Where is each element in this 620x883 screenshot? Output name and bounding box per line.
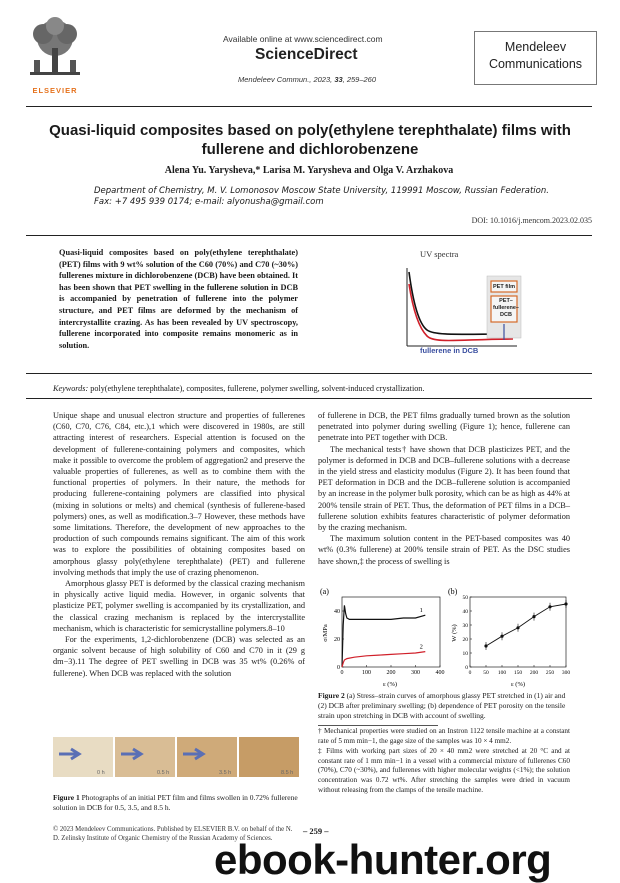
body-paragraph: For the experiments, 1,2-dichlorobenzene (DCB) was selected as an organic solvent because of high solubility of C60 and C70 in it (29 g dm−3).11 The degree of PET swelling in DCB was 35 wt% (0.26% of fullerene). When DCB was replaced with the solution — [53, 635, 305, 678]
graphical-label-fullerene-dcb: fullerene in DCB — [420, 346, 479, 355]
panel-a-series-2-line — [342, 652, 425, 667]
page-number: – 259 – — [303, 826, 329, 836]
figure2-panel-a-label: (a) — [320, 587, 329, 596]
journal-reference — [238, 75, 376, 84]
figure2-panel-a — [322, 597, 445, 688]
panel-b-frame — [470, 597, 566, 667]
journal-name-box — [474, 31, 597, 85]
body-paragraph: Unique shape and unusual electron structure and properties of fullerenes (C60, C70, C76, C84, etc.),1 which were discovered in 1980s, are still attracting interest of researchers. Especial attention is focused on the development of fullerene-containing polymers and composites, which make it possible to overcome the problem of aggregation2 and preserve the valuable properties of fullerenes, as well as to combine them with the functional properties of polymers. In their nature, the methods for producing fullerene-containing polymers are classified into physical (mixing in solutions or melts) and chemical (synthesis of fullerene-based polymers) ones, as well as modification.3–7 However, these methods have some limitations. Therefore, the development of new approaches to the production of such compounds remains significant. The aim of this work was to explore the possibilities of obtaining composites based on amorphous glassy poly(ethylene terephthalate) (PET) and fullerene involving methods that imply the use of crazing phenomenon. — [53, 411, 305, 577]
panel-a-xtick-label: 300 — [411, 670, 420, 676]
article-doi[interactable]: DOI: 10.1016/j.mencom.2023.02.035 — [471, 216, 592, 225]
figure1-caption-label: Figure 1 — [53, 793, 80, 802]
footnote: ‡ Films with working part sizes of 20 × 40 mm2 were stretched at 20 °C and at constant rate of 1 mm min−1 in a vessel with a commercial mixture of fullerenes C60 (70%), C70 (~30%), and fullerenes with higher molecular weights (<1%); the solution concentration was 0.72 wt%. After stretching the samples were dried in vacuum without releasing from the clamps of the tensile machine. — [318, 747, 570, 794]
panel-b-ytick-label: 20 — [462, 637, 468, 643]
sciencedirect-logo-text[interactable]: ScienceDirect — [255, 46, 358, 63]
author-affiliation — [94, 186, 574, 208]
journal-box-line2: Communications — [488, 57, 583, 71]
body-paragraph: of fullerene in DCB, the PET films gradually turned brown as the solution penetrated into polymer during swelling (Figure 1); hence, fullerene can penetrate into PET together with DCB. — [318, 411, 570, 443]
keywords-divider — [26, 398, 592, 399]
panel-a-ytick-label: 0 — [337, 665, 340, 671]
journal-volume: 33 — [334, 75, 343, 84]
abstract-bottom-divider — [26, 373, 592, 374]
copyright-footer: © 2023 Mendeleev Communications. Published by ELSEVIER B.V. on behalf of the N. D. Zelinsky Institute of Organic Chemistry of the Russian Academy of Sciences. — [53, 826, 293, 842]
affiliation-line2: Fax: +7 495 939 0174; e-mail: alyonusha@gmail.com — [94, 197, 324, 207]
panel-b-ytick-label: 40 — [462, 609, 468, 615]
body-paragraph: The maximum solution content in the PET-based composites was 40 wt% (0.3% fullerene) at 200% tensile strain of PET. As the DSC studies have shown,‡ the process of swelling is — [318, 534, 570, 566]
abstract-text: Quasi-liquid composites based on poly(ethylene terephthalate) (PET) films with 9 wt% solution of the C60 (70%) and C70 (~30%) fullerenes mixture in dichlorobenzene (DCB) have been obtained. It has been shown that PET swelling in the fullerene solution in DCB is accompanied by penetration of fullerene into the polymer structure, and PET films are deformed by the mechanism of intercrystallite crazing. As has been revealed by UV spectroscopy, fullerene incorporated into composite remains monomeric as in solution. — [59, 248, 298, 350]
panel-b-ytick-label: 50 — [462, 595, 468, 601]
journal-ref-prefix: Mendeleev Commun., 2023, — [238, 75, 335, 84]
article-authors: Alena Yu. Yarysheva,* Larisa M. Yarysheva and Olga V. Arzhakova — [164, 165, 454, 176]
figure2-panel-b-label: (b) — [448, 587, 458, 596]
figure1-photo-label: 0.5 h — [157, 770, 170, 776]
figure1-photo-label: 3.5 h — [219, 770, 232, 776]
figure1-photographs — [53, 733, 305, 781]
footnote: † Mechanical properties were studied on an Instron 1122 tensile machine at a constant rate of 5 mm min−1, the gage size of the samples was 10 × 4 mm2. — [318, 727, 570, 745]
keywords-list: poly(ethylene terephthalate), composites, fullerene, polymer swelling, solvent-induced crystallization. — [88, 384, 425, 393]
figure1-caption-text: Photographs of an initial PET film and films swollen in 0.72% fullerene solution in DCB for 0.5, 3.5, and 8.5 h. — [53, 793, 298, 812]
elsevier-tree-logo — [18, 14, 92, 86]
journal-pages: , 259–260 — [342, 75, 377, 84]
journal-box-line1: Mendeleev — [504, 40, 567, 54]
keywords — [53, 384, 593, 393]
panel-a-curve2-label: 2 — [419, 643, 423, 651]
body-paragraph: The mechanical tests† have shown that DCB plasticizes PET, and the polymer is deformed in DCB and DCB–fullerene solutions with a decrease in the yield stress and elasticity modulus (Figure 2). It has been found that PET deformation in DCB and the DCB–fullerene solution is accompanied by an increase in the polymer bulk porosity, which can be as high as 44% at 200% tensile strain of PET. Thus, the deformation of PET films in a DCB–fullerene solution exhibits features characteristic of polymer deformation by the crazing mechanism. — [318, 444, 570, 533]
panel-a-xlabel: ε (%) — [382, 681, 398, 688]
keywords-label: Keywords: — [53, 384, 89, 393]
figure1-photo-label: 8.5 h — [281, 770, 294, 776]
panel-b-xtick-label: 200 — [529, 670, 539, 676]
publisher-logo-text: ELSEVIER — [32, 86, 78, 95]
body-left-column — [53, 410, 305, 679]
abstract-top-divider — [26, 235, 592, 236]
panel-a-ylabel: σ/MPa — [322, 624, 329, 642]
panel-b-data-point — [484, 644, 487, 647]
panel-b-xtick-label: 150 — [513, 670, 523, 676]
panel-b-xtick-label: 0 — [468, 670, 472, 676]
body-paragraph: Amorphous glassy PET is deformed by the classical crazing mechanism in physically active liquid media. However, in organic solvents that plasticize PET, polymer swelling is accompanied by its crystallization, and the classical crazing mechanism is replaced by the intercrystallite mechanism, which is characteristic for semicrystalline polymers.8–10 — [53, 579, 305, 633]
panel-b-trend-line — [486, 604, 566, 646]
panel-a-xtick-label: 200 — [386, 670, 396, 676]
figure2-panel-b — [451, 595, 570, 688]
panel-b-ytick-label: 0 — [465, 665, 468, 671]
panel-a-xtick-label: 100 — [362, 670, 371, 676]
panel-a-xtick-label: 0 — [340, 670, 344, 676]
panel-b-ytick-label: 30 — [462, 623, 468, 629]
article-title: Quasi-liquid composites based on poly(ethylene terephthalate) films with fullerene and dichlorobenzene — [49, 122, 571, 158]
panel-b-xlabel: ε (%) — [510, 681, 526, 688]
available-online-text[interactable]: Available online at www.sciencedirect.com — [223, 34, 383, 44]
panel-b-data-point — [532, 615, 535, 618]
figure1-photo-label: 0 h — [97, 770, 105, 776]
panel-b-ylabel: W (%) — [451, 624, 458, 642]
panel-b-data-point — [564, 602, 567, 605]
panel-a-ytick-label: 20 — [334, 637, 340, 643]
figure2-caption — [318, 691, 570, 720]
panel-b-xtick-label: 100 — [497, 670, 507, 676]
watermark-text: ebook-hunter.org — [214, 836, 552, 883]
panel-b-ytick-label: 10 — [462, 651, 468, 657]
notes-divider — [318, 725, 438, 726]
graphical-label-pet: PET film — [493, 284, 516, 290]
graphical-abstract-title: UV spectra — [420, 249, 459, 259]
panel-a-xtick-label: 400 — [435, 670, 445, 676]
panel-b-xtick-label: 250 — [545, 670, 555, 676]
panel-b-xtick-label: 300 — [561, 670, 571, 676]
panel-b-xtick-label: 50 — [483, 670, 489, 676]
figure2-caption-label: Figure 2 — [318, 691, 345, 700]
figure1-arrows — [57, 747, 307, 761]
figure2-charts — [318, 585, 572, 689]
figure2-caption-text: (a) Stress–strain curves of amorphous glassy PET stretched in (1) air and (2) DCB after preliminary swelling; (b) dependence of PET porosity on the tensile strain upon stretching in DCB with account of swelling. — [318, 691, 566, 720]
panel-a-curve1-label: 1 — [419, 607, 423, 615]
panel-b-data-point — [548, 605, 551, 608]
body-right-column — [318, 410, 570, 567]
panel-b-data-point — [500, 635, 503, 638]
graphical-label-pet-fullerene: PET–fullerene–DCB — [493, 298, 519, 318]
panel-a-ytick-label: 40 — [334, 609, 340, 615]
panel-b-data-point — [516, 626, 519, 629]
figure1-caption — [53, 793, 305, 813]
footnotes — [318, 727, 570, 796]
affiliation-line1: Department of Chemistry, M. V. Lomonosov Moscow State University, 119991 Moscow, Russian Federation. — [94, 186, 549, 196]
header-divider — [26, 106, 592, 107]
